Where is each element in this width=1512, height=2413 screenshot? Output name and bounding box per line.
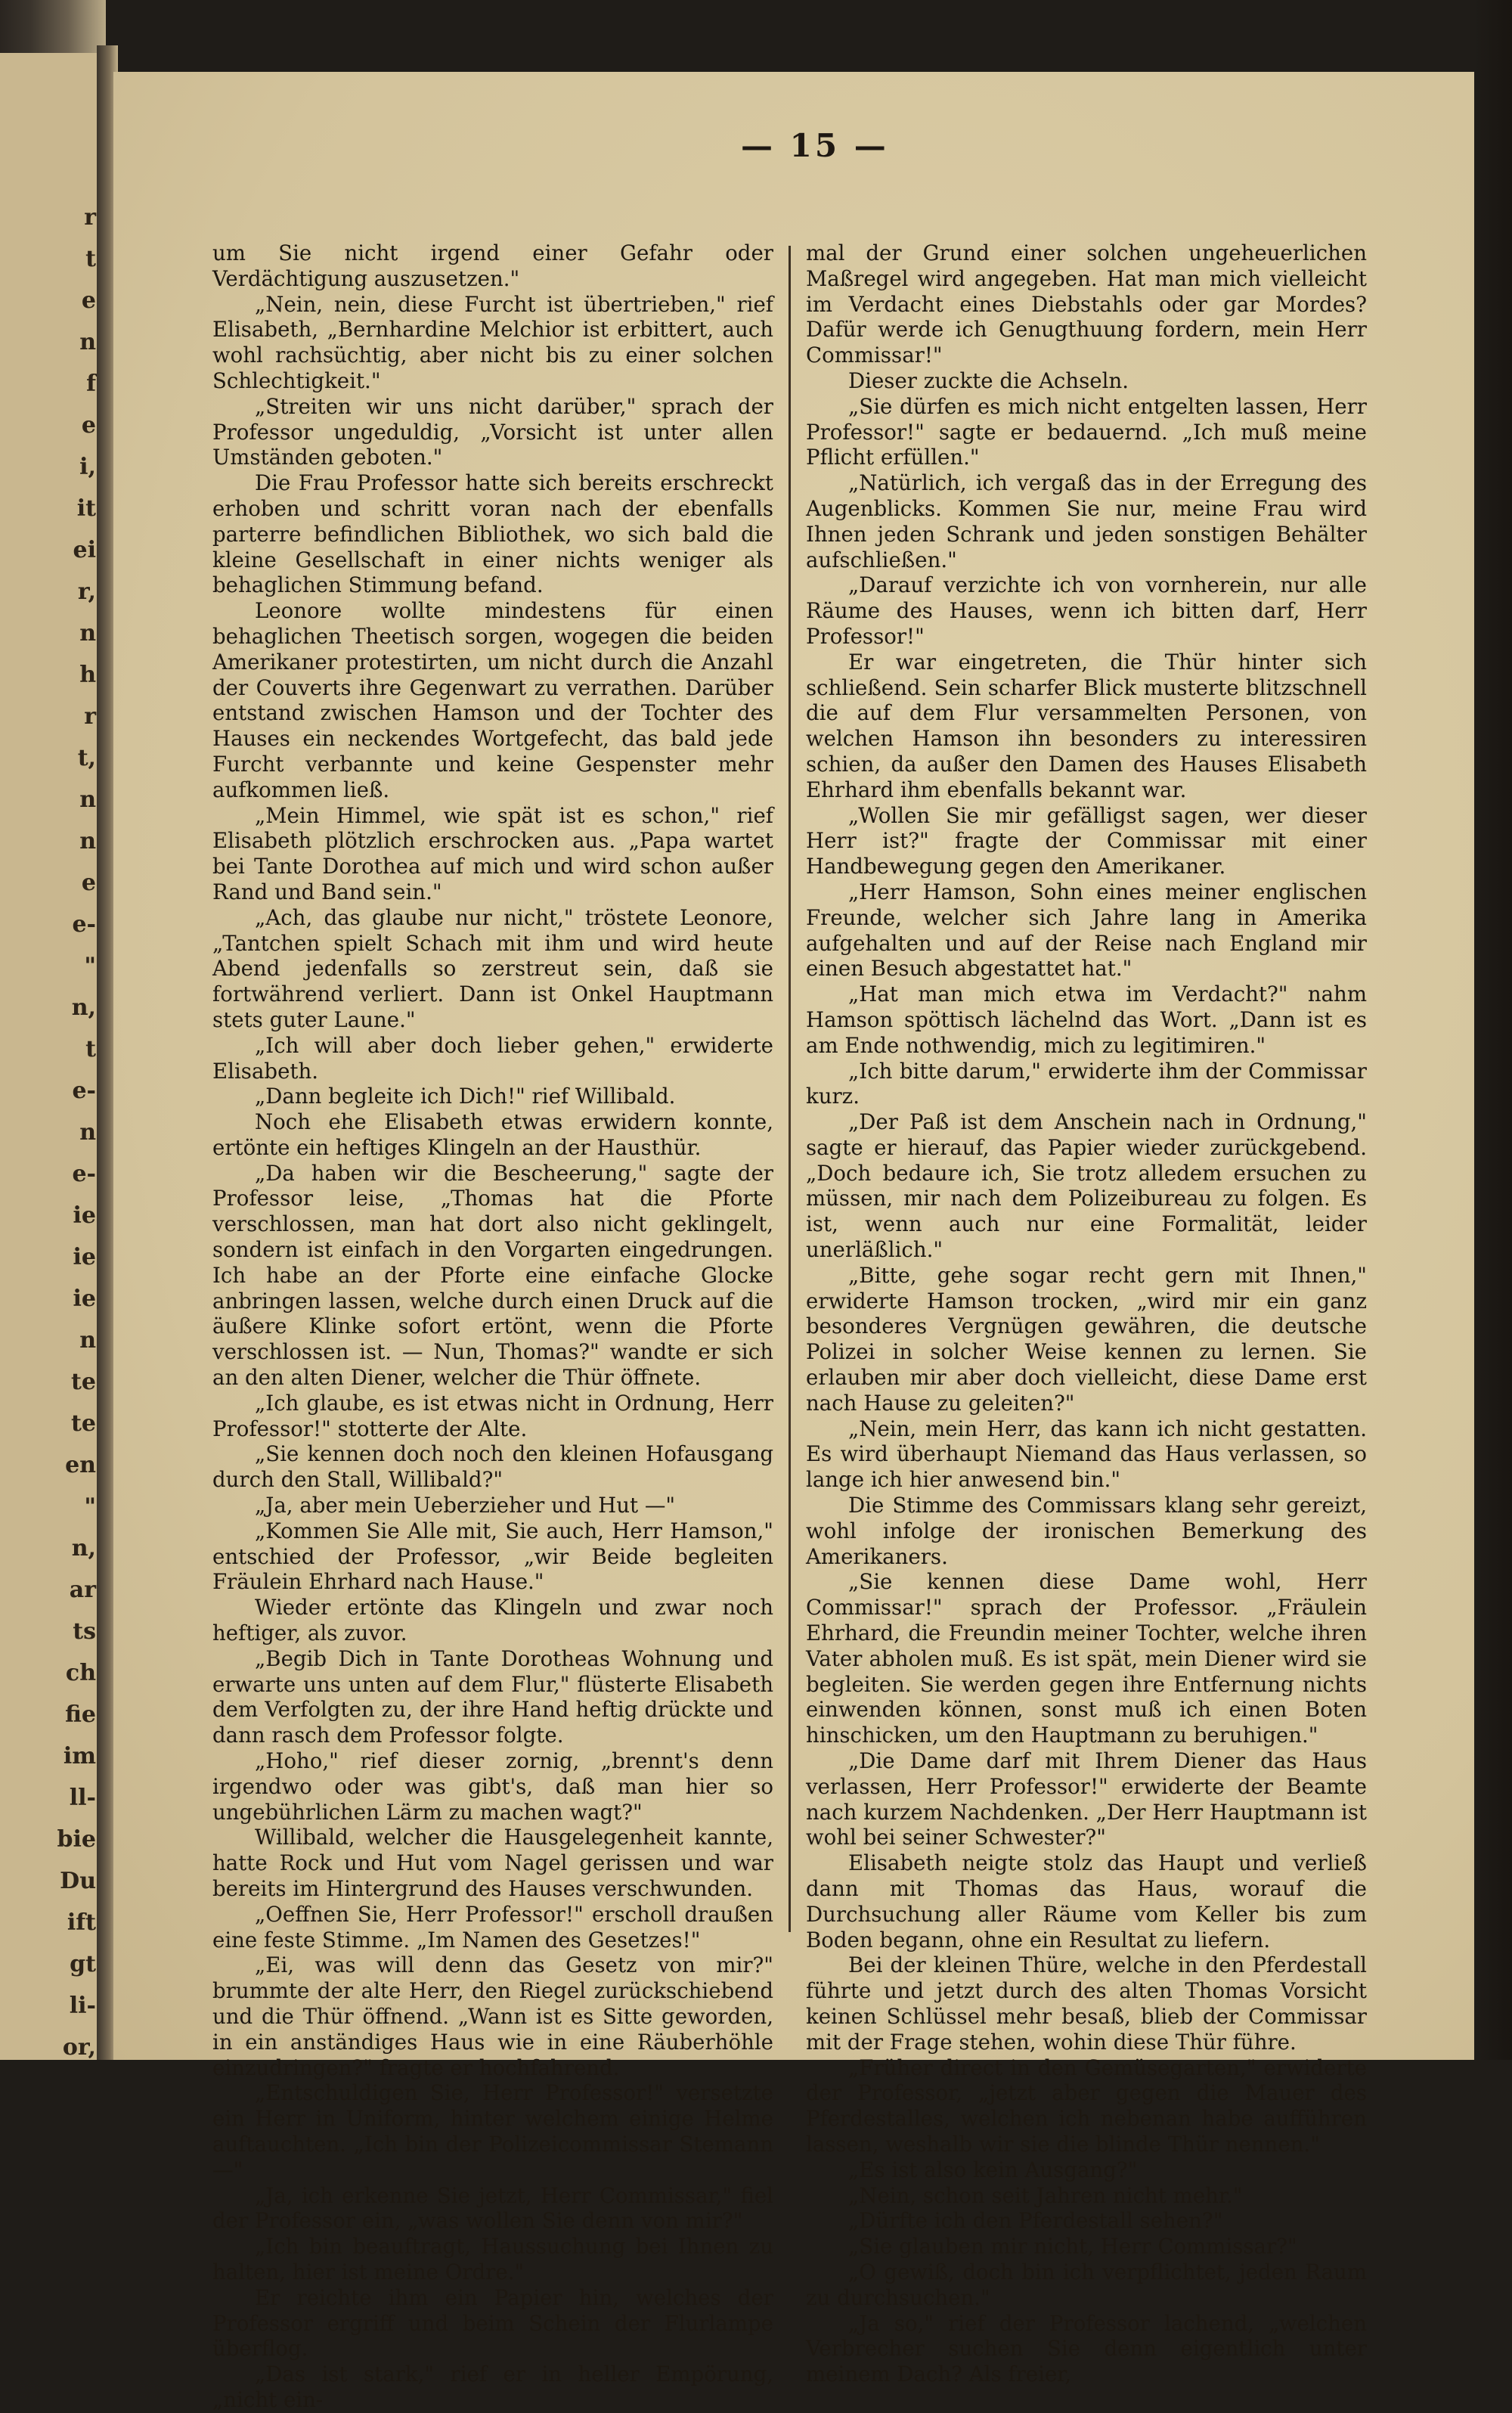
prev-page-fragment: e- (72, 1078, 96, 1104)
paragraph: „Der Paß ist dem Anschein nach in Ordnung," sagte er hierauf, das Papier wieder zurückgebend. „Doch bedaure ich, Sie trotz alledem ersuchen zu müssen, mir nach dem Polizeibureau zu folgen. Es ist, wenn auch nur eine Formalität, leider unerläßlich." (806, 1109, 1367, 1263)
prev-page-fragment: fie (65, 1701, 96, 1728)
prev-page-fragment: n (79, 786, 96, 813)
prev-page-fragment: ch (65, 1660, 96, 1686)
paragraph: „Ich will aber doch lieber gehen," erwiderte Elisabeth. (212, 1032, 773, 1084)
prev-page-fragment: e (81, 287, 96, 314)
paragraph: „Ich bin beauftragt, Haussuchung bei Ihnen zu halten, hier ist meine Ordre." (212, 2234, 773, 2284)
prev-page-fragment: or, (62, 2034, 96, 2061)
prev-page-fragment: n (79, 329, 96, 355)
prev-page-fragment: i, (79, 454, 96, 480)
prev-page-fragment: ei (73, 537, 96, 563)
paragraph: „Hoho," rief dieser zornig, „brennt's denn irgendwo oder was gibt's, daß man hier so ungebührlichen Lärm zu machen wagt?" (212, 1748, 773, 1825)
prev-page-fragment: t (85, 246, 96, 272)
paragraph: „Die Dame darf mit Ihrem Diener das Haus verlassen, Herr Professor!" erwiderte der Beamte nach kurzem Nachdenken. „Der Herr Hauptmann ist wohl bei seiner Schwester?" (806, 1748, 1367, 1850)
prev-page-fragment: r (84, 703, 96, 730)
prev-page-fragment: n (79, 1119, 96, 1146)
paragraph: „Mein Himmel, wie spät ist es schon," rief Elisabeth plötzlich erschrocken aus. „Papa wartet bei Tante Dorothea auf mich und wird schon außer Rand und Band sein." (212, 802, 773, 904)
prev-page-fragment: e (81, 412, 96, 439)
page-number: — 15 — (741, 127, 889, 164)
paragraph: „O gewiß, doch bin ich verpflichtet, jeden Raum zu durchsuchen." (806, 2259, 1367, 2310)
paragraph: „Darauf verzichte ich von vornherein, nur alle Räume des Hauses, wenn ich bitten darf, Herr Professor!" (806, 572, 1367, 649)
prev-page-fragment: t, (77, 745, 96, 771)
paragraph: „Wollen Sie mir gefälligst sagen, wer dieser Herr ist?" fragte der Commissar mit einer Handbewegung gegen den Amerikaner. (806, 802, 1367, 879)
paragraph: „Sie dürfen es mich nicht entgelten lassen, Herr Professor!" sagte er bedauernd. „Ich muß meine Pflicht erfüllen." (806, 393, 1367, 470)
paragraph: „Ich bitte darum," erwiderte ihm der Commissar kurz. (806, 1058, 1367, 1109)
paragraph: „Entschuldigen Sie, Herr Professor!" versetzte ein Herr in Uniform, hinter welchem einige Helme auftauchten. „Ich bin der Polizeicommissar Stemann —" (212, 2080, 773, 2182)
paragraph: „Ei, was will denn das Gesetz von mir?" brummte der alte Herr, den Riegel zurückschiebend und die Thür öffnend. „Wann ist es Sitte geworden, in ein anständiges Haus wie in eine Räuberhöhle einzudringen?" fragte er hochfahrend. (212, 1952, 773, 2080)
paragraph: „Streiten wir uns nicht darüber," sprach der Professor ungeduldig, „Vorsicht ist unter allen Umständen geboten." (212, 393, 773, 470)
paragraph: „Ja so," rief der Professor lachend, „welchen Verbrecher suchen Sie denn eigentlich unter meinem Dach? Als freier, (806, 2310, 1367, 2387)
prev-page-fragment: n (79, 1327, 96, 1354)
prev-page-fragment: " (84, 953, 96, 979)
paragraph: „Herr Hamson, Sohn eines meiner englischen Freunde, welcher sich Jahre lang in Amerika aufgehalten und auf der Reise nach England mir einen Besuch abgestattet hat." (806, 879, 1367, 982)
paragraph: Bei der kleinen Thüre, welche in den Pferdestall führte und jetzt durch des alten Thomas Vorsicht keinen Schlüssel mehr besaß, blieb der Commissar mit der Frage stehen, wohin diese Thür führe. (806, 1952, 1367, 2055)
prev-page-fragment: Du (60, 1868, 96, 1894)
text-column-left (212, 240, 773, 2412)
paragraph: „Da haben wir die Bescheerung," sagte der Professor leise, „Thomas hat die Pforte verschlossen, man hat dort also nicht geklingelt, sondern ist einfach in den Vorgarten eingedrungen. Ich habe an der Pforte eine einfache Glocke anbringen lassen, welche durch einen Druck auf die äußere Klinke sofort ertönt, wenn die Pforte verschlossen ist. — Nun, Thomas?" wandte er sich an den alten Diener, welcher die Thür öffnete. (212, 1160, 773, 1391)
prev-page-fragment: ar (69, 1577, 96, 1603)
paragraph: „Das ist stark," rief er in heller Empörung, „nicht ein- (212, 2362, 773, 2412)
paragraph: Willibald, welcher die Hausgelegenheit kannte, hatte Rock und Hut vom Nagel gerissen und war bereits im Hintergrund des Hauses verschwunden. (212, 1825, 773, 1901)
prev-page-fragment: e- (72, 911, 96, 938)
paragraph: „Natürlich, ich vergaß das in der Erregung des Augenblicks. Kommen Sie nur, meine Frau wird Ihnen jeden Schrank und jeden sonstigen Behälter aufschließen." (806, 470, 1367, 572)
paragraph: „Kommen Sie Alle mit, Sie auch, Herr Hamson," entschied der Professor, „wir Beide begleiten Fräulein Ehrhard nach Hause." (212, 1518, 773, 1595)
prev-page-fragment: ift (67, 1909, 96, 1936)
paragraph: „Es ist also kein Ausgang?" (848, 2157, 1138, 2182)
prev-page-fragment: n (79, 828, 96, 854)
prev-page-fragment: t (85, 1036, 96, 1062)
paragraph: „Ich glaube, es ist etwas nicht in Ordnung, Herr Professor!" stotterte der Alte. (212, 1390, 773, 1441)
prev-page-fragment: li- (69, 1993, 96, 2019)
paragraph: „Nein, mein Herr, das kann ich nicht gestatten. Es wird überhaupt Niemand das Haus verlassen, so lange ich hier anwesend bin." (806, 1416, 1367, 1493)
prev-page-fragment: ll- (69, 1785, 96, 1811)
prev-page-fragment: ts (73, 1618, 96, 1645)
prev-page-fragment: e (81, 870, 96, 896)
paragraph: „Bitte, gehe sogar recht gern mit Ihnen," erwiderte Hamson trocken, „wird mir ein ganz besonderes Vergnügen gewähren, die deutsche Polizei in solcher Weise kennen zu lernen. Sie erlauben mir aber doch vielleicht, diese Dame erst nach Hause zu geleiten?" (806, 1262, 1367, 1416)
prev-page-fragment: r, (77, 578, 96, 605)
paragraph: „Ja, aber mein Ueberzieher und Hut —" (255, 1493, 676, 1518)
paragraph: Elisabeth neigte stolz das Haupt und verließ dann mit Thomas das Haus, worauf die Durchsuchung aller Räume vom Keller bis zum Boden begann, ohne ein Resultat zu liefern. (806, 1850, 1367, 1952)
prev-page-fragment: en (65, 1452, 96, 1478)
prev-page-fragment: n (79, 620, 96, 647)
prev-page-fragment: te (71, 1369, 96, 1395)
prev-page-fragment: e- (72, 1161, 96, 1187)
paragraph: „Nein, schon seit Jahren nicht mehr." (848, 2182, 1243, 2208)
paragraph: Dieser zuckte die Achseln. (848, 368, 1129, 393)
paragraph: „Sie kennen diese Dame wohl, Herr Commissar!" sprach der Professor. „Fräulein Ehrhard, die Freundin meiner Tochter, welche ihren Vater abholen muß. Es ist spät, mein Diener wird sie begleiten. Sie werden gegen ihre Entfernung nichts einwenden können, sonst muß ich einen Boten hinschicken, um den Hauptmann zu beruhigen." (806, 1569, 1367, 1748)
prev-page-fragment: f (86, 371, 96, 397)
prev-page-fragment: h (79, 662, 96, 688)
paragraph: Noch ehe Elisabeth etwas erwidern konnte, ertönte ein heftiges Klingeln an der Hausthür. (212, 1109, 773, 1160)
prev-page-fragment: " (84, 1493, 96, 1520)
paragraph: Die Frau Professor hatte sich bereits erschreckt erhoben und schritt voran nach der ebenfalls parterre befindlichen Bibliothek, wo sich bald die kleine Gesellschaft in einer nichts weniger als behaglichen Stimmung befand. (212, 470, 773, 598)
paragraph: Er war eingetreten, die Thür hinter sich schließend. Sein scharfer Blick musterte blitzschnell die auf dem Flur versammelten Personen, von welchen Hamson ihn besonders zu interessiren schien, da außer den Damen des Hauses Elisabeth Ehrhard ihm ebenfalls bekannt war. (806, 649, 1367, 802)
paragraph: „Dann begleite ich Dich!" rief Willibald. (255, 1084, 676, 1109)
prev-page-fragment: ie (73, 1202, 96, 1229)
paragraph: Die Stimme des Commissars klang sehr gereizt, wohl infolge der ironischen Bemerkung des Amerikaners. (806, 1493, 1367, 1569)
prev-page-fragment: it (76, 495, 96, 522)
paragraph: „Sie kennen doch noch den kleinen Hofausgang durch den Stall, Willibald?" (212, 1441, 773, 1493)
previous-page-edge (0, 53, 102, 2060)
page-shadow (1474, 0, 1512, 2060)
paragraph: Er reichte ihm ein Papier hin, welches der Professor ergriff und beim Schein der Flurlampe überflog. (212, 2284, 773, 2362)
paragraph: „Oeffnen Sie, Herr Professor!" erscholl draußen eine feste Stimme. „Im Namen des Gesetzes!" (212, 1901, 773, 1952)
prev-page-fragment: gt (70, 1951, 96, 1977)
prev-page-fragment: n, (71, 1535, 96, 1562)
paragraph: mal der Grund einer solchen ungeheuerlichen Maßregel wird angegeben. Hat man mich vielleicht im Verdacht eines Diebstahls oder gar Mordes? Dafür werde ich Genugthuung fordern, mein Herr Commissar!" (806, 240, 1367, 368)
prev-page-fragment: r (84, 204, 96, 231)
paragraph: „Hat man mich etwa im Verdacht?" nahm Hamson spöttisch lächelnd das Wort. „Dann ist es am Ende nothwendig, mich zu legitimiren." (806, 982, 1367, 1058)
paragraph: „Dürfte ich den Pferdestall sehen?" (848, 2208, 1223, 2234)
column-divider (789, 246, 791, 1932)
paragraph: „Sie glauben mir nicht, Herr Commissar?" (848, 2234, 1297, 2259)
paragraph: „Ach, das glaube nur nicht," tröstete Leonore, „Tantchen spielt Schach mit ihm und wird heute Abend jedenfalls so zerstreut sein, daß sie fortwährend verliert. Dann ist Onkel Hauptmann stets guter Laune." (212, 904, 773, 1032)
prev-page-fragment: ie (73, 1286, 96, 1312)
paragraph: Leonore wollte mindestens für einen behaglichen Theetisch sorgen, wogegen die beiden Amerikaner protestirten, um nicht durch die Anzahl der Couverts ihre Gegenwart zu verrathen. Darüber entstand zwischen Hamson und der Tochter des Hauses ein neckendes Wortgefecht, das bald jede Furcht verbannte und keine Gespenster mehr aufkommen ließ. (212, 598, 773, 802)
prev-page-fragment: te (71, 1410, 96, 1437)
paragraph: „Nein, nein, diese Furcht ist übertrieben," rief Elisabeth, „Bernhardine Melchior ist erbittert, auch wohl rachsüchtig, aber nicht bis zu einer solchen Schlechtigkeit." (212, 291, 773, 393)
paragraph: „Begib Dich in Tante Dorotheas Wohnung und erwarte uns unten auf dem Flur," flüsterte Elisabeth dem Verfolgten zu, der ihre Hand heftig drückte und dann rasch dem Professor folgte. (212, 1645, 773, 1748)
prev-page-fragment: bie (57, 1826, 96, 1853)
paragraph: „Ja, ich erkenne Sie jetzt, Herr Commissar," fiel der Professor ein, „was wollen Sie denn von mir?" (212, 2182, 773, 2234)
paragraph: „Früher direct in den Gemüsegarten," erwiderte der Professor, „jetzt aber gegen die Mauer des Pferdestalles, welchen ich nebenan habe aufführen lassen, weshalb wir sie die blinde Thür nennen." (806, 2055, 1367, 2157)
paragraph: um Sie nicht irgend einer Gefahr oder Verdächtigung auszusetzen." (212, 240, 773, 291)
prev-page-fragment: im (63, 1743, 96, 1769)
paragraph: Wieder ertönte das Klingeln und zwar noch heftiger, als zuvor. (212, 1595, 773, 1646)
prev-page-fragment: ie (73, 1244, 96, 1270)
prev-page-fragment: n, (71, 994, 96, 1021)
text-column-right (806, 240, 1367, 2387)
